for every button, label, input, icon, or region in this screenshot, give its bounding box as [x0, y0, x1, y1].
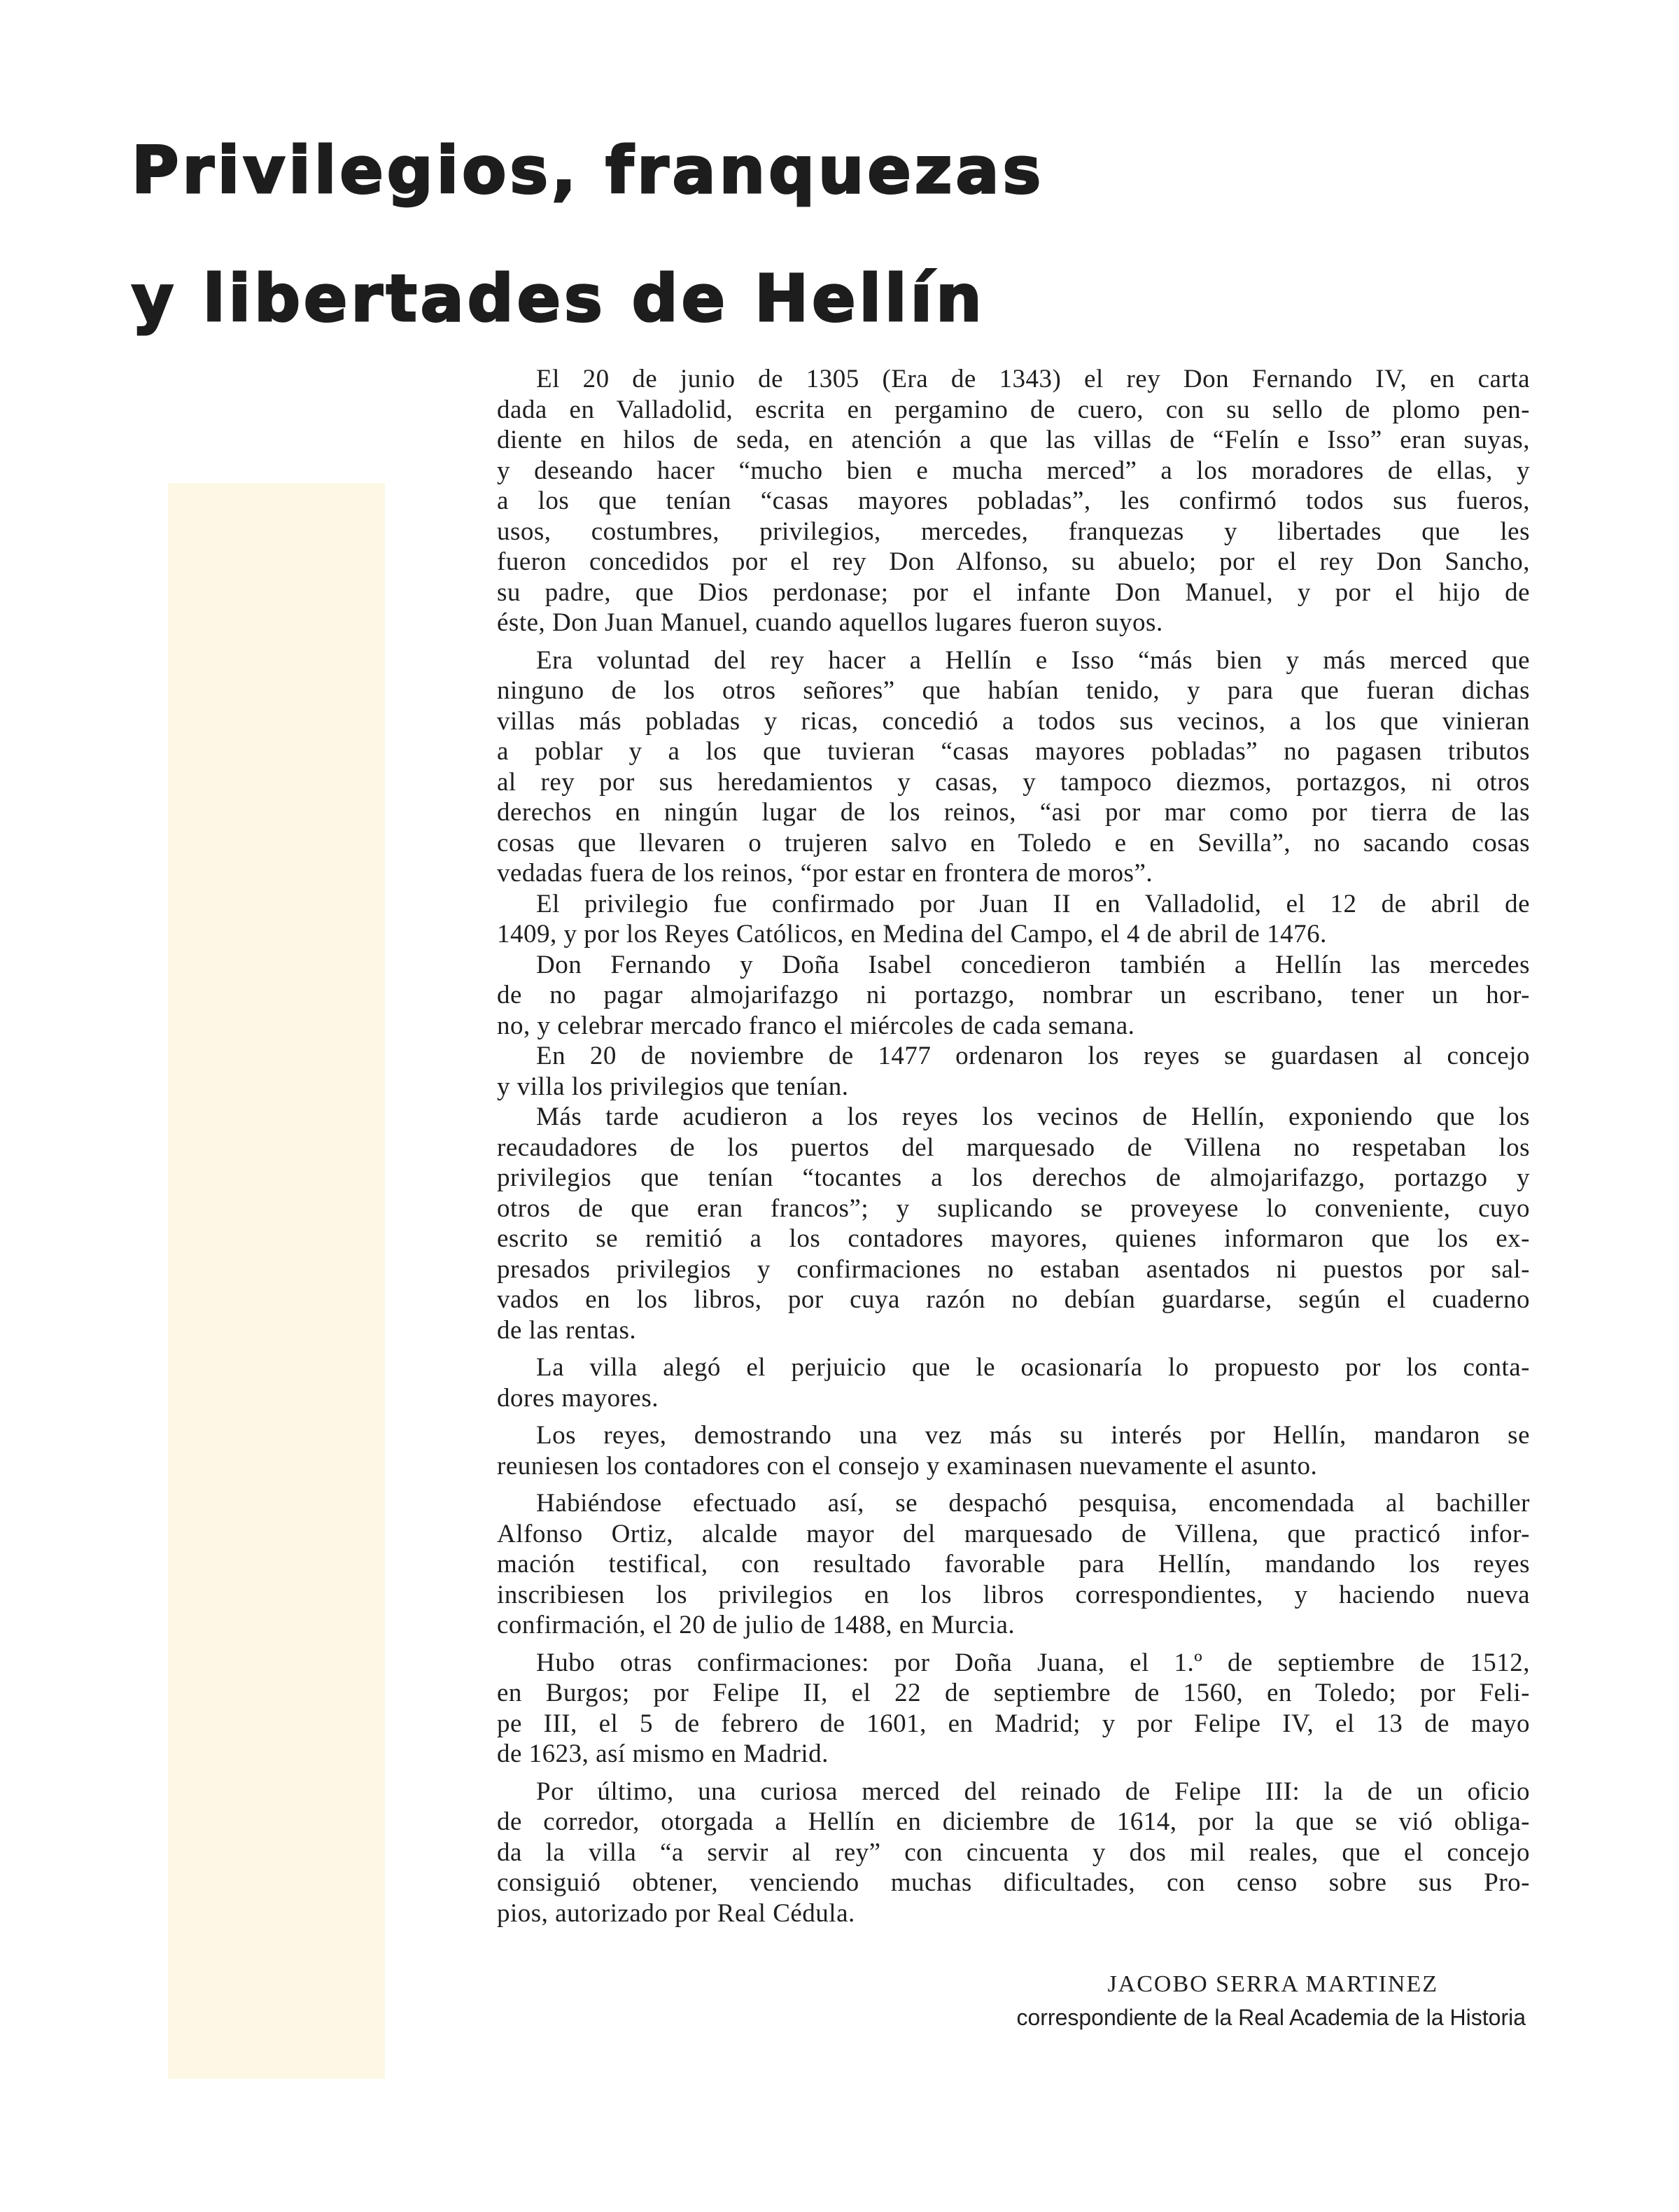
text-line: éste, Don Juan Manuel, cuando aquellos lugares fueron suyos.	[497, 608, 1163, 637]
text-line: Más tarde acudieron a los reyes los vecinos de Hellín, exponiendo que los	[536, 1102, 1530, 1131]
text-line: villas más pobladas y ricas, concedió a todos sus vecinos, a los que vinieran	[497, 706, 1530, 736]
text-line: 1409, y por los Reyes Católicos, en Medina del Campo, el 4 de abril de 1476.	[497, 920, 1327, 948]
text-line: no, y celebrar mercado franco el miércoles de cada semana.	[497, 1011, 1135, 1040]
text-line: ninguno de los otros señores” que habían tenido, y para que fueran dichas	[497, 676, 1530, 705]
paragraph	[497, 1420, 1530, 1481]
text-line: Por último, una curiosa merced del reinado de Felipe III: la de un oficio	[536, 1777, 1530, 1806]
text-line: usos, costumbres, privilegios, mercedes, franquezas y libertades que les	[497, 517, 1530, 546]
text-line: a los que tenían “casas mayores pobladas”, les confirmó todos sus fueros,	[497, 486, 1530, 515]
text-line: escrito se remitió a los contadores mayores, quienes informaron que los ex-	[497, 1224, 1530, 1253]
article-body	[497, 364, 1530, 1928]
paragraph	[497, 1488, 1530, 1641]
text-line: recaudadores de los puertos del marquesado de Villena no respetaban los	[497, 1133, 1530, 1162]
text-line: consiguió obtener, venciendo muchas dificultades, con censo sobre sus Pro-	[497, 1868, 1530, 1897]
text-line: Don Fernando y Doña Isabel concedieron también a Hellín las mercedes	[536, 950, 1530, 979]
text-line: de 1623, así mismo en Madrid.	[497, 1740, 829, 1768]
text-line: inscribiesen los privilegios en los libros correspondientes, y haciendo nueva	[497, 1580, 1530, 1609]
paragraph	[497, 364, 1530, 638]
text-line: reuniesen los contadores con el consejo y examinasen nuevamente el asunto.	[497, 1451, 1318, 1480]
paragraph	[497, 950, 1530, 1042]
paragraph	[497, 1352, 1530, 1413]
paragraph	[497, 889, 1530, 950]
text-line: pe III, el 5 de febrero de 1601, en Madrid; y por Felipe IV, el 13 de mayo	[497, 1709, 1530, 1738]
paragraph	[497, 1102, 1530, 1345]
article-title	[132, 105, 1044, 365]
author-affiliation: correspondiente de la Real Academia de la Historia	[1016, 2005, 1526, 2030]
text-line: de no pagar almojarifazgo ni portazgo, nombrar un escribano, tener un hor-	[497, 981, 1530, 1009]
text-line: vados en los libros, por cuya razón no debían guardarse, según el cuaderno	[497, 1285, 1530, 1314]
text-line: Hubo otras confirmaciones: por Doña Juana, el 1.º de septiembre de 1512,	[536, 1648, 1530, 1677]
text-line: dores mayores.	[497, 1383, 659, 1413]
text-line: su padre, que Dios perdonase; por el infante Don Manuel, y por el hijo de	[497, 578, 1530, 607]
text-line: El 20 de junio de 1305 (Era de 1343) el rey Don Fernando IV, en carta	[536, 365, 1530, 393]
text-line: privilegios que tenían “tocantes a los derechos de almojarifazgo, portazgo y	[497, 1163, 1530, 1192]
text-line: confirmación, el 20 de julio de 1488, en Murcia.	[497, 1611, 1016, 1639]
text-line: de las rentas.	[497, 1315, 637, 1345]
text-line: vedadas fuera de los reinos, “por estar en frontera de moros”.	[497, 859, 1153, 888]
text-line: Los reyes, demostrando una vez más su interés por Hellín, mandaron se	[536, 1421, 1530, 1450]
text-line: al rey por sus heredamientos y casas, y tampoco diezmos, portazgos, ni otros	[497, 767, 1530, 797]
text-line: Habiéndose efectuado así, se despachó pesquisa, encomendada al bachiller	[536, 1489, 1530, 1518]
text-line: fueron concedidos por el rey Don Alfonso, su abuelo; por el rey Don Sancho,	[497, 547, 1530, 576]
text-line: dada en Valladolid, escrita en pergamino de cuero, con su sello de plomo pen-	[497, 395, 1530, 424]
text-line: cosas que llevaren o trujeren salvo en Toledo e en Sevilla”, no sacando cosas	[497, 828, 1530, 858]
title-line-1: Privilegios, franquezas	[132, 133, 1045, 208]
text-line: de corredor, otorgada a Hellín en diciembre de 1614, por la que se vió obliga-	[497, 1807, 1530, 1836]
paragraph	[497, 1648, 1530, 1770]
text-line: diente en hilos de seda, en atención a que las villas de “Felín e Isso” eran suyas,	[497, 426, 1530, 454]
text-line: a poblar y a los que tuvieran “casas mayores pobladas” no pagasen tributos	[497, 737, 1530, 766]
text-line: pios, autorizado por Real Cédula.	[497, 1898, 855, 1928]
paragraph	[497, 1041, 1530, 1102]
author-name: JACOBO SERRA MARTINEZ	[1107, 1971, 1438, 1997]
text-line: en Burgos; por Felipe II, el 22 de septiembre de 1560, en Toledo; por Feli-	[497, 1679, 1530, 1707]
text-line: Alfonso Ortiz, alcalde mayor del marquesado de Villena, que practicó infor-	[497, 1519, 1530, 1548]
text-line: En 20 de noviembre de 1477 ordenaron los reyes se guardasen al concejo	[536, 1042, 1530, 1070]
text-line: La villa alegó el perjuicio que le ocasionaría lo propuesto por los conta-	[536, 1353, 1530, 1382]
text-line: presados privilegios y confirmaciones no estaban asentados ni puestos por sal-	[497, 1254, 1530, 1284]
paragraph	[497, 645, 1530, 889]
title-line-2: y libertades de Hellín	[132, 261, 985, 336]
paragraph	[497, 1777, 1530, 1929]
text-line: mación testifical, con resultado favorable para Hellín, mandando los reyes	[497, 1550, 1530, 1578]
text-line: y deseando hacer “mucho bien e mucha merced” a los moradores de ellas, y	[497, 456, 1530, 485]
text-line: derechos en ningún lugar de los reinos, “asi por mar como por tierra de las	[497, 798, 1530, 827]
text-line: otros de que eran francos”; y suplicando se proveyese lo conveniente, cuyo	[497, 1194, 1530, 1223]
decorative-side-stripe	[168, 483, 385, 2079]
text-line: y villa los privilegios que tenían.	[497, 1072, 849, 1101]
text-line: El privilegio fue confirmado por Juan II en Valladolid, el 12 de abril de	[536, 889, 1530, 918]
text-line: da la villa “a servir al rey” con cincuenta y dos mil reales, que el concejo	[497, 1837, 1530, 1867]
text-line: Era voluntad del rey hacer a Hellín e Isso “más bien y más merced que	[536, 645, 1530, 675]
